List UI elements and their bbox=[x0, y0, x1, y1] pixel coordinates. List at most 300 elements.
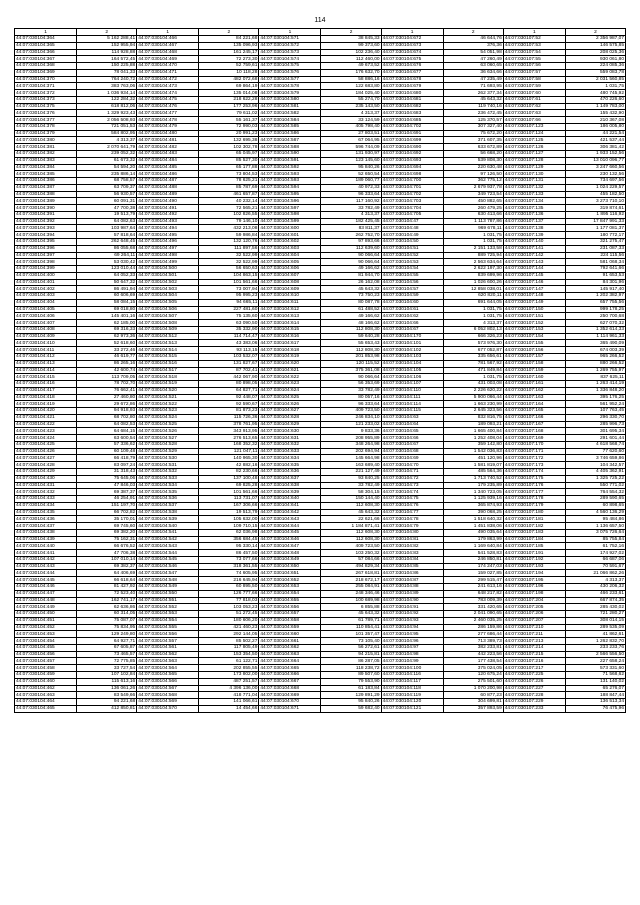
cadastral-number-cell: 44:07:030104:442 bbox=[15, 556, 77, 563]
cadastral-number-cell: 44:07:030104:472 bbox=[137, 76, 199, 83]
cadastral-number-cell: 44:07:030104:516 bbox=[137, 360, 199, 367]
cadastral-number-cell: 44:07:030107:146 bbox=[503, 279, 565, 286]
cadastral-number-cell: 44:07:030104:421 bbox=[15, 414, 77, 421]
cadastral-number-cell: 44:07:030107:156 bbox=[503, 347, 565, 354]
cadastral-value-cell: 375 024,05 bbox=[443, 665, 503, 672]
cadastral-value-cell: 26 162,08 bbox=[321, 279, 381, 286]
table-row bbox=[15, 279, 626, 286]
cadastral-value-cell: 141 066,61 bbox=[199, 699, 259, 706]
cadastral-value-cell: 33 782,49 bbox=[321, 482, 381, 489]
cadastral-number-cell: 44:07:030104:84 bbox=[381, 556, 443, 563]
cadastral-number-cell: 44:07:030104:648 bbox=[259, 550, 321, 557]
cadastral-value-cell: 54 051,98 bbox=[443, 49, 503, 56]
cadastral-value-cell: 57 336,62 bbox=[77, 441, 137, 448]
cadastral-value-cell: 85 502,27 bbox=[199, 638, 259, 645]
cadastral-number-cell: 44:07:030104:521 bbox=[137, 394, 199, 401]
cadastral-number-cell: 44:07:030104:660 bbox=[259, 631, 321, 638]
cadastral-value-cell: 91 653,53 bbox=[565, 272, 625, 279]
cadastral-value-cell: 276 513,65 bbox=[199, 435, 259, 442]
cadastral-value-cell: 113 731,07 bbox=[199, 496, 259, 503]
cadastral-value-cell: 202 694,94 bbox=[321, 448, 381, 455]
cadastral-number-cell: 44:07:030104:454 bbox=[15, 638, 77, 645]
cadastral-number-cell: 44:07:030104:496 bbox=[137, 238, 199, 245]
cadastral-number-cell: 44:07:030104:680 bbox=[381, 90, 443, 97]
cadastral-number-cell: 44:07:030104:98 bbox=[381, 651, 443, 658]
cadastral-number-cell: 44:07:030107:62 bbox=[503, 103, 565, 110]
header-cell: 1 bbox=[137, 29, 199, 36]
cadastral-number-cell: 44:07:030104:426 bbox=[15, 448, 77, 455]
cadastral-value-cell: 75 135,60 bbox=[199, 313, 259, 320]
cadastral-number-cell: 44:07:030107:205 bbox=[503, 604, 565, 611]
cadastral-number-cell: 44:07:030104:485 bbox=[137, 164, 199, 171]
cadastral-number-cell: 44:07:030104:395 bbox=[15, 238, 77, 245]
cadastral-number-cell: 44:07:030104:405 bbox=[15, 306, 77, 313]
cadastral-value-cell: 1 518 640,32 bbox=[443, 516, 503, 523]
cadastral-value-cell: 66 618,64 bbox=[77, 577, 137, 584]
cadastral-value-cell: 4 313,37 bbox=[321, 211, 381, 218]
cadastral-number-cell: 44:07:030107:207 bbox=[503, 617, 565, 624]
cadastral-value-cell: 75 645,06 bbox=[77, 475, 137, 482]
cadastral-number-cell: 44:07:030104:66 bbox=[381, 320, 443, 327]
cadastral-number-cell: 44:07:030104:505 bbox=[137, 299, 199, 306]
table-row bbox=[15, 299, 626, 306]
cadastral-number-cell: 44:07:030104:60 bbox=[381, 299, 443, 306]
cadastral-value-cell: 96 333,64 bbox=[321, 401, 381, 408]
cadastral-number-cell: 44:07:030104:532 bbox=[137, 469, 199, 476]
header-cell: 1 bbox=[381, 29, 443, 36]
cadastral-value-cell: 60 314,05 bbox=[77, 611, 137, 618]
table-row bbox=[15, 604, 626, 611]
cadastral-number-cell: 44:07:030104:489 bbox=[137, 191, 199, 198]
cadastral-value-cell: 69 745,60 bbox=[77, 523, 137, 530]
cadastral-value-cell: 54 594,20 bbox=[77, 164, 137, 171]
cadastral-number-cell: 44:07:030104:480 bbox=[137, 130, 199, 137]
cadastral-value-cell: 131 930,97 bbox=[321, 151, 381, 158]
table-row bbox=[15, 164, 626, 171]
table-row bbox=[15, 123, 626, 130]
cadastral-number-cell: 44:07:030104:546 bbox=[137, 563, 199, 570]
cadastral-number-cell: 44:07:030104:452 bbox=[15, 624, 77, 631]
cadastral-number-cell: 44:07:030104:493 bbox=[137, 218, 199, 225]
cadastral-value-cell: 49 166,62 bbox=[321, 266, 381, 273]
cadastral-number-cell: 44:07:030104:612 bbox=[259, 306, 321, 313]
cadastral-value-cell: 90 066,64 bbox=[321, 374, 381, 381]
cadastral-number-cell: 44:07:030104:631 bbox=[259, 435, 321, 442]
cadastral-value-cell: 13 010 096,77 bbox=[565, 157, 625, 164]
cadastral-number-cell: 44:07:030104:515 bbox=[137, 353, 199, 360]
cadastral-number-cell: 44:07:030107:168 bbox=[503, 428, 565, 435]
cadastral-value-cell: 79 146,10 bbox=[199, 218, 259, 225]
cadastral-number-cell: 44:07:030107:127 bbox=[503, 151, 565, 158]
cadastral-value-cell: 67 064,95 bbox=[321, 137, 381, 144]
cadastral-number-cell: 44:07:030104:691 bbox=[381, 130, 443, 137]
cadastral-value-cell: 56 272,61 bbox=[321, 644, 381, 651]
cadastral-number-cell: 44:07:030107:178 bbox=[503, 496, 565, 503]
cadastral-number-cell: 44:07:030104:568 bbox=[137, 692, 199, 699]
cadastral-value-cell: 6 052 802,13 bbox=[443, 326, 503, 333]
table-row bbox=[15, 266, 626, 273]
cadastral-number-cell: 44:07:030107:198 bbox=[503, 590, 565, 597]
cadastral-value-cell: 114 928,88 bbox=[77, 49, 137, 56]
cadastral-number-cell: 44:07:030104:539 bbox=[137, 516, 199, 523]
cadastral-value-cell: 161 245,17 bbox=[199, 49, 259, 56]
cadastral-number-cell: 44:07:030107:165 bbox=[503, 408, 565, 415]
table-row bbox=[15, 110, 626, 117]
cadastral-number-cell: 44:07:030104:556 bbox=[137, 631, 199, 638]
table-row bbox=[15, 441, 626, 448]
cadastral-number-cell: 44:07:030104:479 bbox=[137, 123, 199, 130]
cadastral-number-cell: 44:07:030107:172 bbox=[503, 455, 565, 462]
cadastral-value-cell: 4 313,37 bbox=[443, 320, 503, 327]
cadastral-value-cell: 73 750,23 bbox=[321, 293, 381, 300]
cadastral-value-cell: 135 014,08 bbox=[199, 90, 259, 97]
table-row bbox=[15, 448, 626, 455]
cadastral-value-cell: 66 702,82 bbox=[77, 509, 137, 516]
cadastral-value-cell: 255 084,91 bbox=[321, 584, 381, 591]
cadastral-value-cell: 60 898,65 bbox=[565, 502, 625, 509]
cadastral-value-cell: 47 846,03 bbox=[77, 482, 137, 489]
cadastral-value-cell: 145 917,40 bbox=[565, 286, 625, 293]
cadastral-value-cell: 86 457,50 bbox=[199, 550, 259, 557]
cadastral-value-cell: 362 775,12 bbox=[443, 178, 503, 185]
cadastral-number-cell: 44:07:030104:48 bbox=[381, 225, 443, 232]
cadastral-value-cell: 1 713 740,52 bbox=[443, 475, 503, 482]
cadastral-value-cell: 235 143,50 bbox=[321, 103, 381, 110]
cadastral-value-cell: 2 645 323,56 bbox=[443, 408, 503, 415]
cadastral-value-cell: 31 318,43 bbox=[77, 469, 137, 476]
table-row bbox=[15, 198, 626, 205]
cadastral-number-cell: 44:07:030104:672 bbox=[381, 36, 443, 43]
cadastral-number-cell: 44:07:030104:653 bbox=[259, 584, 321, 591]
cadastral-number-cell: 44:07:030104:62 bbox=[381, 313, 443, 320]
cadastral-value-cell: 550 771,02 bbox=[565, 482, 625, 489]
cadastral-number-cell: 44:07:030104:377 bbox=[15, 117, 77, 124]
cadastral-value-cell: 1 202 382,97 bbox=[565, 293, 625, 300]
cadastral-value-cell: 596 744,09 bbox=[321, 144, 381, 151]
cadastral-value-cell: 216 645,94 bbox=[199, 577, 259, 584]
cadastral-number-cell: 44:07:030104:481 bbox=[137, 137, 199, 144]
cadastral-number-cell: 44:07:030104:520 bbox=[137, 387, 199, 394]
table-row bbox=[15, 259, 626, 266]
cadastral-value-cell: 231 087,33 bbox=[565, 245, 625, 252]
table-row bbox=[15, 211, 626, 218]
cadastral-value-cell: 123 010,44 bbox=[77, 266, 137, 273]
cadastral-number-cell: 44:07:030107:151 bbox=[503, 313, 565, 320]
cadastral-number-cell: 44:07:030104:100 bbox=[381, 665, 443, 672]
cadastral-number-cell: 44:07:030104:578 bbox=[259, 83, 321, 90]
table-row bbox=[15, 56, 626, 63]
table-row bbox=[15, 502, 626, 509]
cadastral-number-cell: 44:07:030104:690 bbox=[381, 144, 443, 151]
cadastral-value-cell: 2 056 508,93 bbox=[77, 117, 137, 124]
cadastral-number-cell: 44:07:030104:382 bbox=[15, 151, 77, 158]
cadastral-number-cell: 44:07:030104:455 bbox=[15, 644, 77, 651]
cadastral-number-cell: 44:07:030104:102 bbox=[381, 347, 443, 354]
cadastral-number-cell: 44:07:030104:596 bbox=[259, 198, 321, 205]
cadastral-number-cell: 44:07:030107:228 bbox=[503, 692, 565, 699]
cadastral-value-cell: 487 251,57 bbox=[199, 678, 259, 685]
table-row bbox=[15, 381, 626, 388]
cadastral-value-cell: 180 772,17 bbox=[565, 232, 625, 239]
cadastral-number-cell: 44:07:030104:618 bbox=[259, 347, 321, 354]
cadastral-number-cell: 44:07:030104:656 bbox=[259, 604, 321, 611]
cadastral-value-cell: 221 127,49 bbox=[321, 469, 381, 476]
cadastral-value-cell: 5 900 066,44 bbox=[443, 394, 503, 401]
cadastral-value-cell: 104 342,57 bbox=[565, 462, 625, 469]
table-row bbox=[15, 171, 626, 178]
cadastral-value-cell: 442 067,90 bbox=[199, 374, 259, 381]
cadastral-number-cell: 44:07:030104:460 bbox=[15, 678, 77, 685]
cadastral-number-cell: 44:07:030104:513 bbox=[137, 340, 199, 347]
cadastral-number-cell: 44:07:030107:169 bbox=[503, 435, 565, 442]
cadastral-number-cell: 44:07:030107:125 bbox=[503, 137, 565, 144]
table-row bbox=[15, 340, 626, 347]
cadastral-number-cell: 44:07:030104:566 bbox=[137, 678, 199, 685]
cadastral-number-cell: 44:07:030104:677 bbox=[381, 69, 443, 76]
cadastral-value-cell: 65 177,88 bbox=[199, 164, 259, 171]
cadastral-number-cell: 44:07:030104:453 bbox=[15, 631, 77, 638]
cadastral-value-cell: 42 600,74 bbox=[77, 367, 137, 374]
cadastral-value-cell: 58 886,16 bbox=[321, 76, 381, 83]
cadastral-number-cell: 44:07:030107:182 bbox=[503, 523, 565, 530]
cadastral-number-cell: 44:07:030104:506 bbox=[137, 306, 199, 313]
table-row bbox=[15, 218, 626, 225]
cadastral-value-cell: 412 850,81 bbox=[77, 705, 137, 712]
cadastral-number-cell: 44:07:030104:77 bbox=[381, 509, 443, 516]
cadastral-value-cell: 56 668,20 bbox=[443, 151, 503, 158]
cadastral-number-cell: 44:07:030104:535 bbox=[137, 489, 199, 496]
cadastral-number-cell: 44:07:030104:116 bbox=[381, 671, 443, 678]
cadastral-value-cell: 120 675,24 bbox=[443, 671, 503, 678]
cadastral-value-cell: 117 160,92 bbox=[321, 198, 381, 205]
table-row bbox=[15, 428, 626, 435]
cadastral-value-cell: 331 420,65 bbox=[443, 604, 503, 611]
cadastral-value-cell: 97 893,66 bbox=[321, 238, 381, 245]
cadastral-value-cell: 92 590,67 bbox=[199, 401, 259, 408]
cadastral-number-cell: 44:07:030104:396 bbox=[15, 245, 77, 252]
cadastral-value-cell: 58 304,15 bbox=[321, 489, 381, 496]
cadastral-number-cell: 44:07:030104:657 bbox=[259, 611, 321, 618]
cadastral-value-cell: 233 233,76 bbox=[565, 644, 625, 651]
cadastral-number-cell: 44:07:030104:465 bbox=[15, 705, 77, 712]
cadastral-value-cell: 45 643,32 bbox=[321, 286, 381, 293]
cadastral-number-cell: 44:07:030107:136 bbox=[503, 211, 565, 218]
cadastral-value-cell: 60 109,48 bbox=[77, 448, 137, 455]
cadastral-value-cell: 64 082,63 bbox=[77, 218, 137, 225]
cadastral-number-cell: 44:07:030104:504 bbox=[137, 293, 199, 300]
cadastral-value-cell: 87 702,41 bbox=[199, 367, 259, 374]
cadastral-number-cell: 44:07:030104:635 bbox=[259, 462, 321, 469]
cadastral-value-cell: 167 306,66 bbox=[199, 502, 259, 509]
cadastral-value-cell: 84 301,96 bbox=[565, 279, 625, 286]
cadastral-number-cell: 44:07:030107:193 bbox=[503, 563, 565, 570]
cadastral-value-cell: 56 650,63 bbox=[199, 266, 259, 273]
cadastral-value-cell: 94 221,68 bbox=[77, 699, 137, 706]
table-row bbox=[15, 130, 626, 137]
cadastral-number-cell: 44:07:030104:413 bbox=[15, 360, 77, 367]
cadastral-number-cell: 44:07:030104:617 bbox=[259, 340, 321, 347]
cadastral-value-cell: 112 608,30 bbox=[321, 536, 381, 543]
cadastral-number-cell: 44:07:030104:434 bbox=[15, 502, 77, 509]
cadastral-value-cell: 466 233,61 bbox=[565, 590, 625, 597]
cadastral-value-cell: 490 035,64 bbox=[443, 529, 503, 536]
cadastral-value-cell: 65 045,97 bbox=[199, 151, 259, 158]
cadastral-value-cell: 1 269 755,97 bbox=[565, 367, 625, 374]
table-row bbox=[15, 570, 626, 577]
cadastral-number-cell: 44:07:030104:469 bbox=[137, 56, 199, 63]
cadastral-number-cell: 44:07:030107:174 bbox=[503, 469, 565, 476]
cadastral-number-cell: 44:07:030104:549 bbox=[137, 584, 199, 591]
cadastral-value-cell: 792 641,66 bbox=[565, 266, 625, 273]
table-row bbox=[15, 326, 626, 333]
cadastral-value-cell: 277 686,44 bbox=[443, 631, 503, 638]
table-header-row bbox=[15, 29, 626, 36]
cadastral-number-cell: 44:07:030104:541 bbox=[137, 529, 199, 536]
cadastral-value-cell: 68 702,80 bbox=[77, 414, 137, 421]
cadastral-value-cell: 95 330,14 bbox=[199, 543, 259, 550]
cadastral-number-cell: 44:07:030107:226 bbox=[503, 678, 565, 685]
cadastral-number-cell: 44:07:030104:602 bbox=[259, 238, 321, 245]
cadastral-value-cell: 163 689,40 bbox=[321, 462, 381, 469]
table-row bbox=[15, 523, 626, 530]
cadastral-number-cell: 44:07:030107:154 bbox=[503, 333, 565, 340]
cadastral-value-cell: 376,36 bbox=[443, 42, 503, 49]
cadastral-value-cell: 75 162,31 bbox=[77, 536, 137, 543]
cadastral-value-cell: 1 114 961,33 bbox=[565, 333, 625, 340]
cadastral-value-cell: 839 699,96 bbox=[443, 272, 503, 279]
page-number: 114 bbox=[314, 17, 326, 24]
cadastral-number-cell: 44:07:030104:644 bbox=[259, 523, 321, 530]
cadastral-value-cell: 150 144,40 bbox=[321, 496, 381, 503]
cadastral-value-cell: 292 144,05 bbox=[199, 631, 259, 638]
cadastral-value-cell: 1 149 783,00 bbox=[565, 103, 625, 110]
cadastral-value-cell: 122 683,80 bbox=[321, 83, 381, 90]
cadastral-value-cell: 431 003,08 bbox=[443, 381, 503, 388]
cadastral-value-cell: 145 664,98 bbox=[321, 455, 381, 462]
cadastral-value-cell: 2 679 937,78 bbox=[443, 184, 503, 191]
cadastral-number-cell: 44:07:030107:153 bbox=[503, 326, 565, 333]
cadastral-value-cell: 299 515,47 bbox=[443, 577, 503, 584]
cadastral-value-cell: 250 700,68 bbox=[565, 313, 625, 320]
cadastral-value-cell: 115 613,16 bbox=[77, 678, 137, 685]
table-row bbox=[15, 462, 626, 469]
cadastral-value-cell: 55 653,43 bbox=[321, 340, 381, 347]
cadastral-value-cell: 482 072,68 bbox=[199, 76, 259, 83]
cadastral-number-cell: 44:07:030104:65 bbox=[381, 428, 443, 435]
cadastral-number-cell: 44:07:030104:95 bbox=[381, 631, 443, 638]
cadastral-value-cell: 86 491,94 bbox=[77, 286, 137, 293]
table-row bbox=[15, 157, 626, 164]
cadastral-number-cell: 44:07:030104:570 bbox=[137, 705, 199, 712]
cadastral-value-cell: 94 918,93 bbox=[77, 408, 137, 415]
cadastral-number-cell: 44:07:030104:444 bbox=[15, 570, 77, 577]
cadastral-value-cell: 111 897,56 bbox=[199, 245, 259, 252]
cadastral-number-cell: 44:07:030104:85 bbox=[381, 563, 443, 570]
cadastral-number-cell: 44:07:030104:381 bbox=[15, 144, 77, 151]
cadastral-number-cell: 44:07:030104:675 bbox=[381, 56, 443, 63]
cadastral-number-cell: 44:07:030104:376 bbox=[15, 110, 77, 117]
cadastral-value-cell: 230 132,56 bbox=[565, 171, 625, 178]
cadastral-value-cell: 2 460 035,25 bbox=[443, 617, 503, 624]
cadastral-number-cell: 44:07:030104:366 bbox=[15, 49, 77, 56]
cadastral-number-cell: 44:07:030104:525 bbox=[137, 421, 199, 428]
cadastral-value-cell: 674 003,39 bbox=[565, 347, 625, 354]
cadastral-number-cell: 44:07:030107:142 bbox=[503, 252, 565, 259]
cadastral-value-cell: 1 031,75 bbox=[443, 306, 503, 313]
cadastral-number-cell: 44:07:030104:103 bbox=[381, 353, 443, 360]
cadastral-number-cell: 44:07:030107:61 bbox=[503, 96, 565, 103]
cadastral-value-cell: 80 057,16 bbox=[321, 394, 381, 401]
cadastral-value-cell: 105 632,00 bbox=[199, 516, 259, 523]
cadastral-value-cell: 182 425,45 bbox=[321, 218, 381, 225]
cadastral-number-cell: 44:07:030104:548 bbox=[137, 577, 199, 584]
cadastral-value-cell: 189 093,21 bbox=[443, 421, 503, 428]
cadastral-number-cell: 44:07:030104:526 bbox=[137, 428, 199, 435]
cadastral-number-cell: 44:07:030104:386 bbox=[15, 178, 77, 185]
cadastral-number-cell: 44:07:030104:633 bbox=[259, 448, 321, 455]
cadastral-value-cell: 174 247,03 bbox=[443, 563, 503, 570]
table-row bbox=[15, 543, 626, 550]
cadastral-value-cell: 44 221,54 bbox=[565, 130, 625, 137]
cadastral-number-cell: 44:07:030104:89 bbox=[381, 590, 443, 597]
cadastral-value-cell: 114 714,47 bbox=[199, 333, 259, 340]
cadastral-value-cell: 1 263 414,19 bbox=[565, 381, 625, 388]
cadastral-number-cell: 44:07:030104:372 bbox=[15, 90, 77, 97]
cadastral-number-cell: 44:07:030104:490 bbox=[137, 198, 199, 205]
cadastral-value-cell: 71 693,95 bbox=[443, 83, 503, 90]
cadastral-number-cell: 44:07:030104:637 bbox=[259, 475, 321, 482]
cadastral-number-cell: 44:07:030104:534 bbox=[137, 482, 199, 489]
cadastral-number-cell: 44:07:030107:191 bbox=[503, 550, 565, 557]
cadastral-value-cell: 677 052,87 bbox=[443, 347, 503, 354]
cadastral-number-cell: 44:07:030107:52 bbox=[503, 36, 565, 43]
cadastral-number-cell: 44:07:030107:157 bbox=[503, 353, 565, 360]
cadastral-number-cell: 44:07:030104:582 bbox=[259, 110, 321, 117]
table-row bbox=[15, 353, 626, 360]
cadastral-value-cell: 78 702,70 bbox=[77, 381, 137, 388]
cadastral-number-cell: 44:07:030104:449 bbox=[15, 604, 77, 611]
cadastral-number-cell: 44:07:030104:384 bbox=[15, 164, 77, 171]
cadastral-number-cell: 44:07:030107:123 bbox=[503, 123, 565, 130]
cadastral-value-cell: 69 264,11 bbox=[77, 252, 137, 259]
table-row bbox=[15, 232, 626, 239]
cadastral-value-cell: 112 808,30 bbox=[321, 326, 381, 333]
cadastral-number-cell: 44:07:030104:93 bbox=[381, 617, 443, 624]
cadastral-value-cell: 69 825,28 bbox=[199, 482, 259, 489]
table-row bbox=[15, 184, 626, 191]
cadastral-number-cell: 44:07:030107:229 bbox=[503, 699, 565, 706]
cadastral-number-cell: 44:07:030107:164 bbox=[503, 401, 565, 408]
cadastral-number-cell: 44:07:030104:654 bbox=[259, 590, 321, 597]
cadastral-number-cell: 44:07:030107:192 bbox=[503, 556, 565, 563]
cadastral-number-cell: 44:07:030107:130 bbox=[503, 171, 565, 178]
cadastral-value-cell: 129 891,29 bbox=[321, 692, 381, 699]
cadastral-number-cell: 44:07:030104:436 bbox=[15, 516, 77, 523]
cadastral-value-cell: 36 634,66 bbox=[443, 69, 503, 76]
cadastral-number-cell: 44:07:030104:80 bbox=[381, 529, 443, 536]
cadastral-number-cell: 44:07:030107:210 bbox=[503, 624, 565, 631]
cadastral-number-cell: 44:07:030104:503 bbox=[137, 286, 199, 293]
cadastral-number-cell: 44:07:030104:483 bbox=[137, 151, 199, 158]
cadastral-number-cell: 44:07:030104:698 bbox=[381, 171, 443, 178]
cadastral-number-cell: 44:07:030104:665 bbox=[259, 665, 321, 672]
cadastral-number-cell: 44:07:030107:55 bbox=[503, 56, 565, 63]
cadastral-number-cell: 44:07:030104:638 bbox=[259, 482, 321, 489]
cadastral-number-cell: 44:07:030104:607 bbox=[259, 272, 321, 279]
cadastral-number-cell: 44:07:030107:131 bbox=[503, 178, 565, 185]
cadastral-value-cell: 1 184 871,41 bbox=[321, 523, 381, 530]
cadastral-value-cell: 451 120,96 bbox=[443, 455, 503, 462]
